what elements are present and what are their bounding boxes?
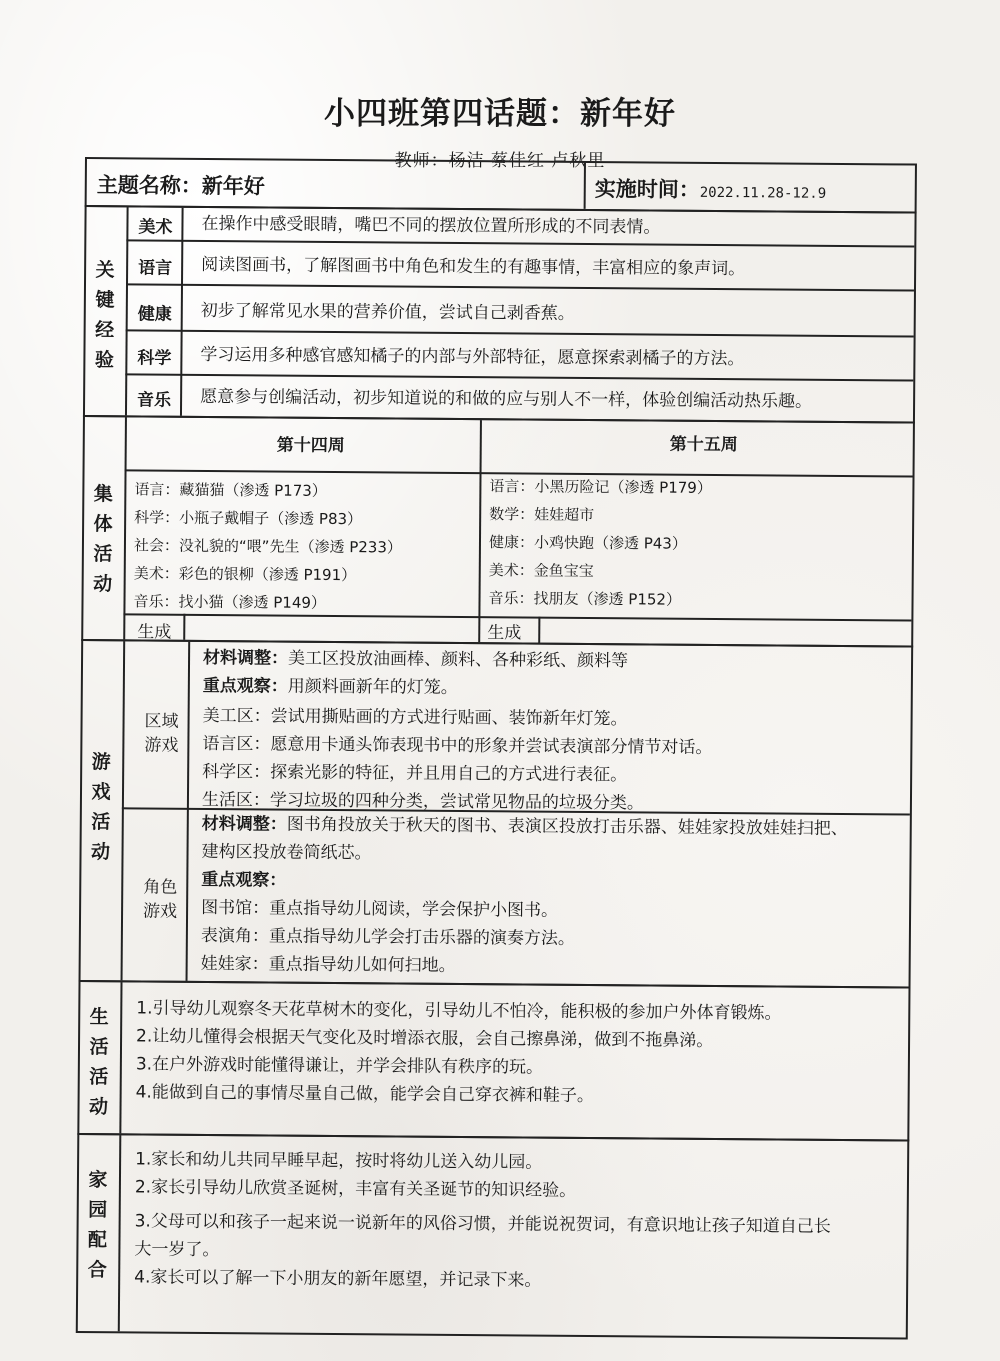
role-game-content (201, 810, 848, 983)
area-game-label-1: 区 (144, 711, 162, 732)
life-activity-char-3: 活 (89, 1066, 109, 1089)
home-cooperation-section (76, 1133, 910, 1340)
game-activity-char-2: 戏 (91, 781, 111, 804)
key-experience-music: 愿意参与创编活动，初步知道说的和做的应与别人不一样，体验创编活动热乐趣。 (200, 386, 813, 412)
week15-item: 语言：小黑历险记（渗透 P179） (489, 477, 712, 497)
subject-music: 音乐 (137, 390, 172, 411)
home-coop-char-2: 园 (88, 1199, 108, 1222)
area-material-text: 美工区投放油画棒、颜料、各种彩纸、颜料等 (287, 648, 629, 672)
life-item: 1.引导幼儿观察冬天花草树木的变化，引导幼儿不怕冷，能积极的参加户外体育锻炼。 (136, 998, 782, 1024)
role-game-label-1: 角 (143, 877, 161, 898)
group-activity-section (81, 415, 915, 648)
week14-generate: 生成 (137, 622, 172, 643)
key-experience-char-2: 键 (95, 289, 115, 312)
week14-heading: 第十四周 (276, 435, 345, 457)
game-activity-char-4: 动 (90, 841, 111, 864)
role-line: 表演角：重点指导幼儿学会打击乐器的演奏方法。 (200, 925, 575, 949)
teachers-line: 教师：杨洁 蔡佳红 卢秋里 (394, 151, 606, 171)
week14-list (133, 475, 402, 617)
group-activity-char-4: 动 (93, 573, 113, 596)
area-line: 美工区：尝试用撕贴画的方式进行贴画、装饰新年灯笼。 (202, 705, 628, 730)
game-activity-char-3: 活 (91, 811, 111, 834)
home-coop-item: 1.家长和幼儿共同早睡早起，按时将幼儿送入幼儿园。 (135, 1149, 543, 1173)
week14-item: 美术：彩色的银柳（渗透 P191） (133, 564, 357, 585)
life-activity-char-2: 活 (89, 1036, 109, 1059)
area-line: 语言区：愿意用卡通头饰表现书中的形象并尝试表演部分情节对话。 (202, 733, 713, 758)
life-item: 3.在户外游戏时能懂得谦让，并学会排队有秩序的玩。 (135, 1054, 544, 1078)
role-game-label-4: 戏 (159, 901, 178, 922)
week15-item: 数学：娃娃超市 (489, 505, 595, 525)
home-coop-item: 4.家长可以了解一下小朋友的新年愿望，并记录下来。 (134, 1267, 542, 1291)
life-activity-list (136, 994, 782, 1111)
role-game-label-2: 色 (160, 877, 178, 898)
plan-table (76, 157, 917, 1343)
key-experience-science: 学习运用多种感官感知橘子的内部与外部特征，愿意探索剥橘子的方法。 (200, 344, 745, 370)
week15-heading: 第十五周 (669, 434, 738, 456)
home-coop-item: 3.父母可以和孩子一起来说一说新年的风俗习惯，并能说祝贺词，有意识地让孩子知道自己长 (134, 1211, 831, 1237)
week15-item: 健康：小鸡快跑（渗透 P43） (488, 533, 687, 553)
life-item: 2.让幼儿懂得会根据天气变化及时增添衣服，会自己擦鼻涕，做到不拖鼻涕。 (136, 1026, 714, 1051)
key-experience-char-3: 经 (95, 319, 115, 342)
area-game-label-3: 游 (144, 735, 162, 756)
game-activity-section (79, 639, 914, 989)
area-line: 生活区：学习垃圾的四种分类，尝试常见物品的垃圾分类。 (201, 789, 645, 814)
home-coop-char-1: 家 (88, 1169, 108, 1192)
theme-value: 新年好 (201, 173, 265, 199)
home-coop-char-3: 配 (87, 1229, 108, 1252)
subject-health: 健康 (137, 304, 172, 325)
key-experience-char-1: 关 (95, 259, 115, 282)
area-game-label-4: 戏 (161, 735, 179, 756)
role-line: 图书馆：重点指导幼儿阅读，学会保护小图书。 (201, 897, 559, 921)
role-material-text-2: 建构区投放卷筒纸芯。 (201, 841, 372, 864)
key-experience-art: 在操作中感受眼睛，嘴巴不同的摆放位置所形成的不同表情。 (201, 213, 661, 238)
time-value: 2022.11.28-12.9 (699, 184, 827, 202)
key-experience-section (83, 205, 917, 424)
role-material-label: 材料调整： (201, 813, 287, 835)
role-line: 娃娃家：重点指导幼儿如何扫地。 (200, 953, 456, 976)
home-coop-item: 大一岁了。 (134, 1239, 220, 1261)
area-focus-text: 用颜料画新年的灯笼。 (287, 676, 458, 698)
area-focus-label: 重点观察： (202, 675, 288, 697)
page-title: 小四班第四话题：新年好 (324, 96, 676, 132)
role-material-text: 图书角投放关于秋天的图书、表演区投放打击乐器、娃娃家投放娃娃扫把、 (286, 814, 848, 840)
home-coop-char-4: 合 (87, 1259, 107, 1282)
week14-item: 科学：小瓶子戴帽子（渗透 P83） (134, 508, 363, 529)
week15-item: 音乐：找朋友（渗透 P152） (488, 589, 682, 609)
week15-generate: 生成 (487, 623, 522, 644)
life-activity-char-4: 动 (88, 1096, 109, 1119)
theme-label: 主题名称： (96, 173, 202, 198)
role-game-label-3: 游 (142, 901, 161, 922)
key-experience-health: 初步了解常见水果的营养价值，尝试自己剥香蕉。 (200, 300, 575, 324)
area-game-content (202, 644, 713, 818)
key-experience-char-4: 验 (94, 349, 114, 372)
game-activity-char-1: 游 (91, 751, 111, 774)
key-experience-language: 阅读图画书，了解图画书中角色和发生的有趣事情，丰富相应的象声词。 (201, 254, 746, 280)
week14-item: 音乐：找小猫（渗透 P149） (133, 592, 327, 612)
area-material-label: 材料调整： (202, 647, 289, 669)
subject-language: 语言 (138, 258, 173, 279)
group-activity-char-1: 集 (93, 483, 113, 506)
week15-list (488, 472, 712, 614)
home-coop-list (134, 1145, 831, 1296)
week14-item: 社会：没礼貌的“喂”先生（渗透 P233） (133, 536, 403, 557)
time-label: 实施时间： (594, 177, 700, 202)
group-activity-char-2: 体 (93, 513, 113, 536)
life-activity-char-1: 生 (89, 1006, 109, 1029)
group-activity-char-3: 活 (93, 543, 113, 566)
life-item: 4.能做到自己的事情尽量自己做，能学会自己穿衣裤和鞋子。 (135, 1082, 594, 1107)
subject-art: 美术 (138, 217, 173, 238)
life-activity-section (77, 980, 910, 1142)
role-focus-label: 重点观察： (201, 869, 287, 891)
home-coop-item: 2.家长引导幼儿欣赏圣诞树，丰富有关圣诞节的知识经验。 (134, 1177, 577, 1201)
subject-science: 科学 (137, 348, 172, 369)
area-game-label-2: 域 (161, 711, 179, 732)
area-line: 科学区：探索光影的特征，并且用自己的方式进行表征。 (202, 761, 628, 786)
week15-item: 美术：金鱼宝宝 (488, 561, 594, 581)
week14-item: 语言：藏猫猫（渗透 P173） (134, 480, 327, 500)
